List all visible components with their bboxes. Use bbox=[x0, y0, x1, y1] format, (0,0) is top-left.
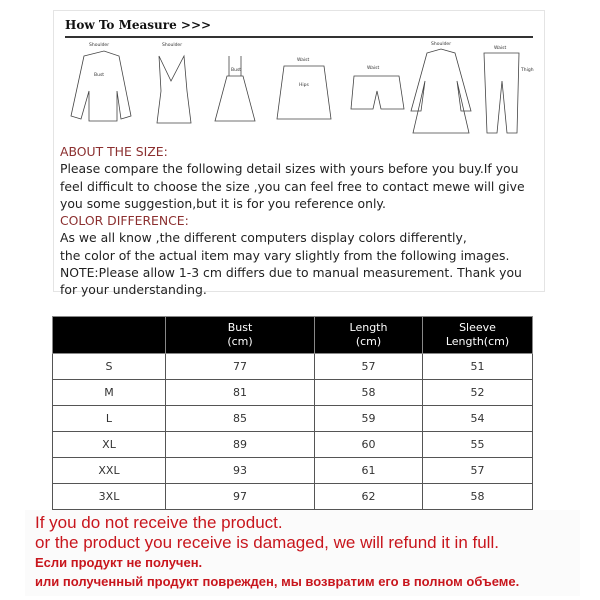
value-cell: 85 bbox=[166, 406, 315, 432]
dress-diagram bbox=[215, 56, 255, 121]
label-shoulder: Shoulder bbox=[431, 42, 452, 47]
blouse-diagram bbox=[71, 42, 131, 121]
value-cell: 52 bbox=[423, 380, 533, 406]
value-cell: 77 bbox=[166, 354, 315, 380]
label-hips: Hips bbox=[299, 83, 309, 88]
garment-diagrams bbox=[59, 41, 539, 141]
size-cell: XL bbox=[53, 432, 166, 458]
value-cell: 51 bbox=[423, 354, 533, 380]
measure-title: How To Measure >>> bbox=[65, 18, 212, 32]
value-cell: 54 bbox=[423, 406, 533, 432]
skirt-diagram bbox=[277, 57, 331, 119]
notice-en-line: or the product you receive is damaged, we will refund it in full. bbox=[35, 533, 499, 552]
table-row bbox=[53, 354, 533, 380]
label-waist: Waist bbox=[297, 58, 310, 63]
value-cell: 81 bbox=[166, 380, 315, 406]
size-cell: M bbox=[53, 380, 166, 406]
size-info bbox=[60, 143, 540, 299]
coat-diagram bbox=[411, 41, 471, 133]
value-cell: 55 bbox=[423, 432, 533, 458]
size-cell: XXL bbox=[53, 458, 166, 484]
value-cell: 62 bbox=[315, 484, 423, 510]
measurement-note: NOTE:Please allow 1-3 cm differs due to manual measurement. Thank you for your understanding. bbox=[60, 265, 522, 298]
label-bust: Bust bbox=[231, 68, 242, 73]
value-cell: 58 bbox=[423, 484, 533, 510]
table-row bbox=[53, 458, 533, 484]
value-cell: 57 bbox=[423, 458, 533, 484]
header-unit: (cm) bbox=[227, 335, 253, 348]
table-row bbox=[53, 432, 533, 458]
shorts-diagram bbox=[351, 65, 404, 109]
value-cell: 60 bbox=[315, 432, 423, 458]
size-cell: S bbox=[53, 354, 166, 380]
notice-ru-line: или полученный продукт поврежден, мы возвратим его в полном объеме. bbox=[35, 574, 520, 589]
header-label: Bust bbox=[227, 321, 253, 334]
label-thigh: Thigh bbox=[521, 68, 534, 73]
size-cell: 3XL bbox=[53, 484, 166, 510]
value-cell: 58 bbox=[315, 380, 423, 406]
value-cell: 97 bbox=[166, 484, 315, 510]
table-header-row bbox=[53, 317, 533, 354]
value-cell: 61 bbox=[315, 458, 423, 484]
how-to-measure-panel bbox=[53, 10, 545, 298]
refund-notice bbox=[25, 510, 580, 596]
notice-en-line: If you do not receive the product. bbox=[35, 513, 283, 532]
header-size bbox=[53, 317, 166, 354]
header-sleeve bbox=[423, 317, 533, 354]
header-length bbox=[315, 317, 423, 354]
header-bust bbox=[166, 317, 315, 354]
value-cell: 59 bbox=[315, 406, 423, 432]
value-cell: 89 bbox=[166, 432, 315, 458]
about-size-text: Please compare the following detail sizes with yours before you buy.If you feel difficult to choose the size ,you can feel free to contact mewe will give you some suggestion,but it is for you reference only. bbox=[60, 161, 525, 211]
header-unit: Length(cm) bbox=[445, 335, 510, 348]
top-diagram bbox=[157, 42, 191, 123]
value-cell: 57 bbox=[315, 354, 423, 380]
label-bust: Bust bbox=[94, 73, 105, 78]
color-difference-line: As we all know ,the different computers display colors differently, bbox=[60, 230, 467, 246]
label-waist: Waist bbox=[367, 66, 380, 71]
table-row bbox=[53, 484, 533, 510]
table-row bbox=[53, 406, 533, 432]
header-label: Length bbox=[349, 321, 388, 334]
divider bbox=[65, 36, 533, 38]
size-cell: L bbox=[53, 406, 166, 432]
label-shoulder: Shoulder bbox=[89, 43, 110, 48]
value-cell: 93 bbox=[166, 458, 315, 484]
size-table bbox=[52, 316, 533, 510]
about-size-heading: ABOUT THE SIZE: bbox=[60, 144, 168, 159]
color-difference-line: the color of the actual item may vary slightly from the following images. bbox=[60, 247, 510, 263]
color-difference-heading: COLOR DIFFERENCE: bbox=[60, 213, 189, 229]
label-waist: Waist bbox=[494, 46, 507, 51]
pants-diagram bbox=[484, 45, 534, 133]
notice-ru-line: Если продукт не получен. bbox=[35, 555, 203, 570]
header-label: Sleeve bbox=[459, 321, 496, 334]
label-shoulder: Shoulder bbox=[162, 43, 183, 48]
table-row bbox=[53, 380, 533, 406]
header-unit: (cm) bbox=[355, 335, 382, 348]
